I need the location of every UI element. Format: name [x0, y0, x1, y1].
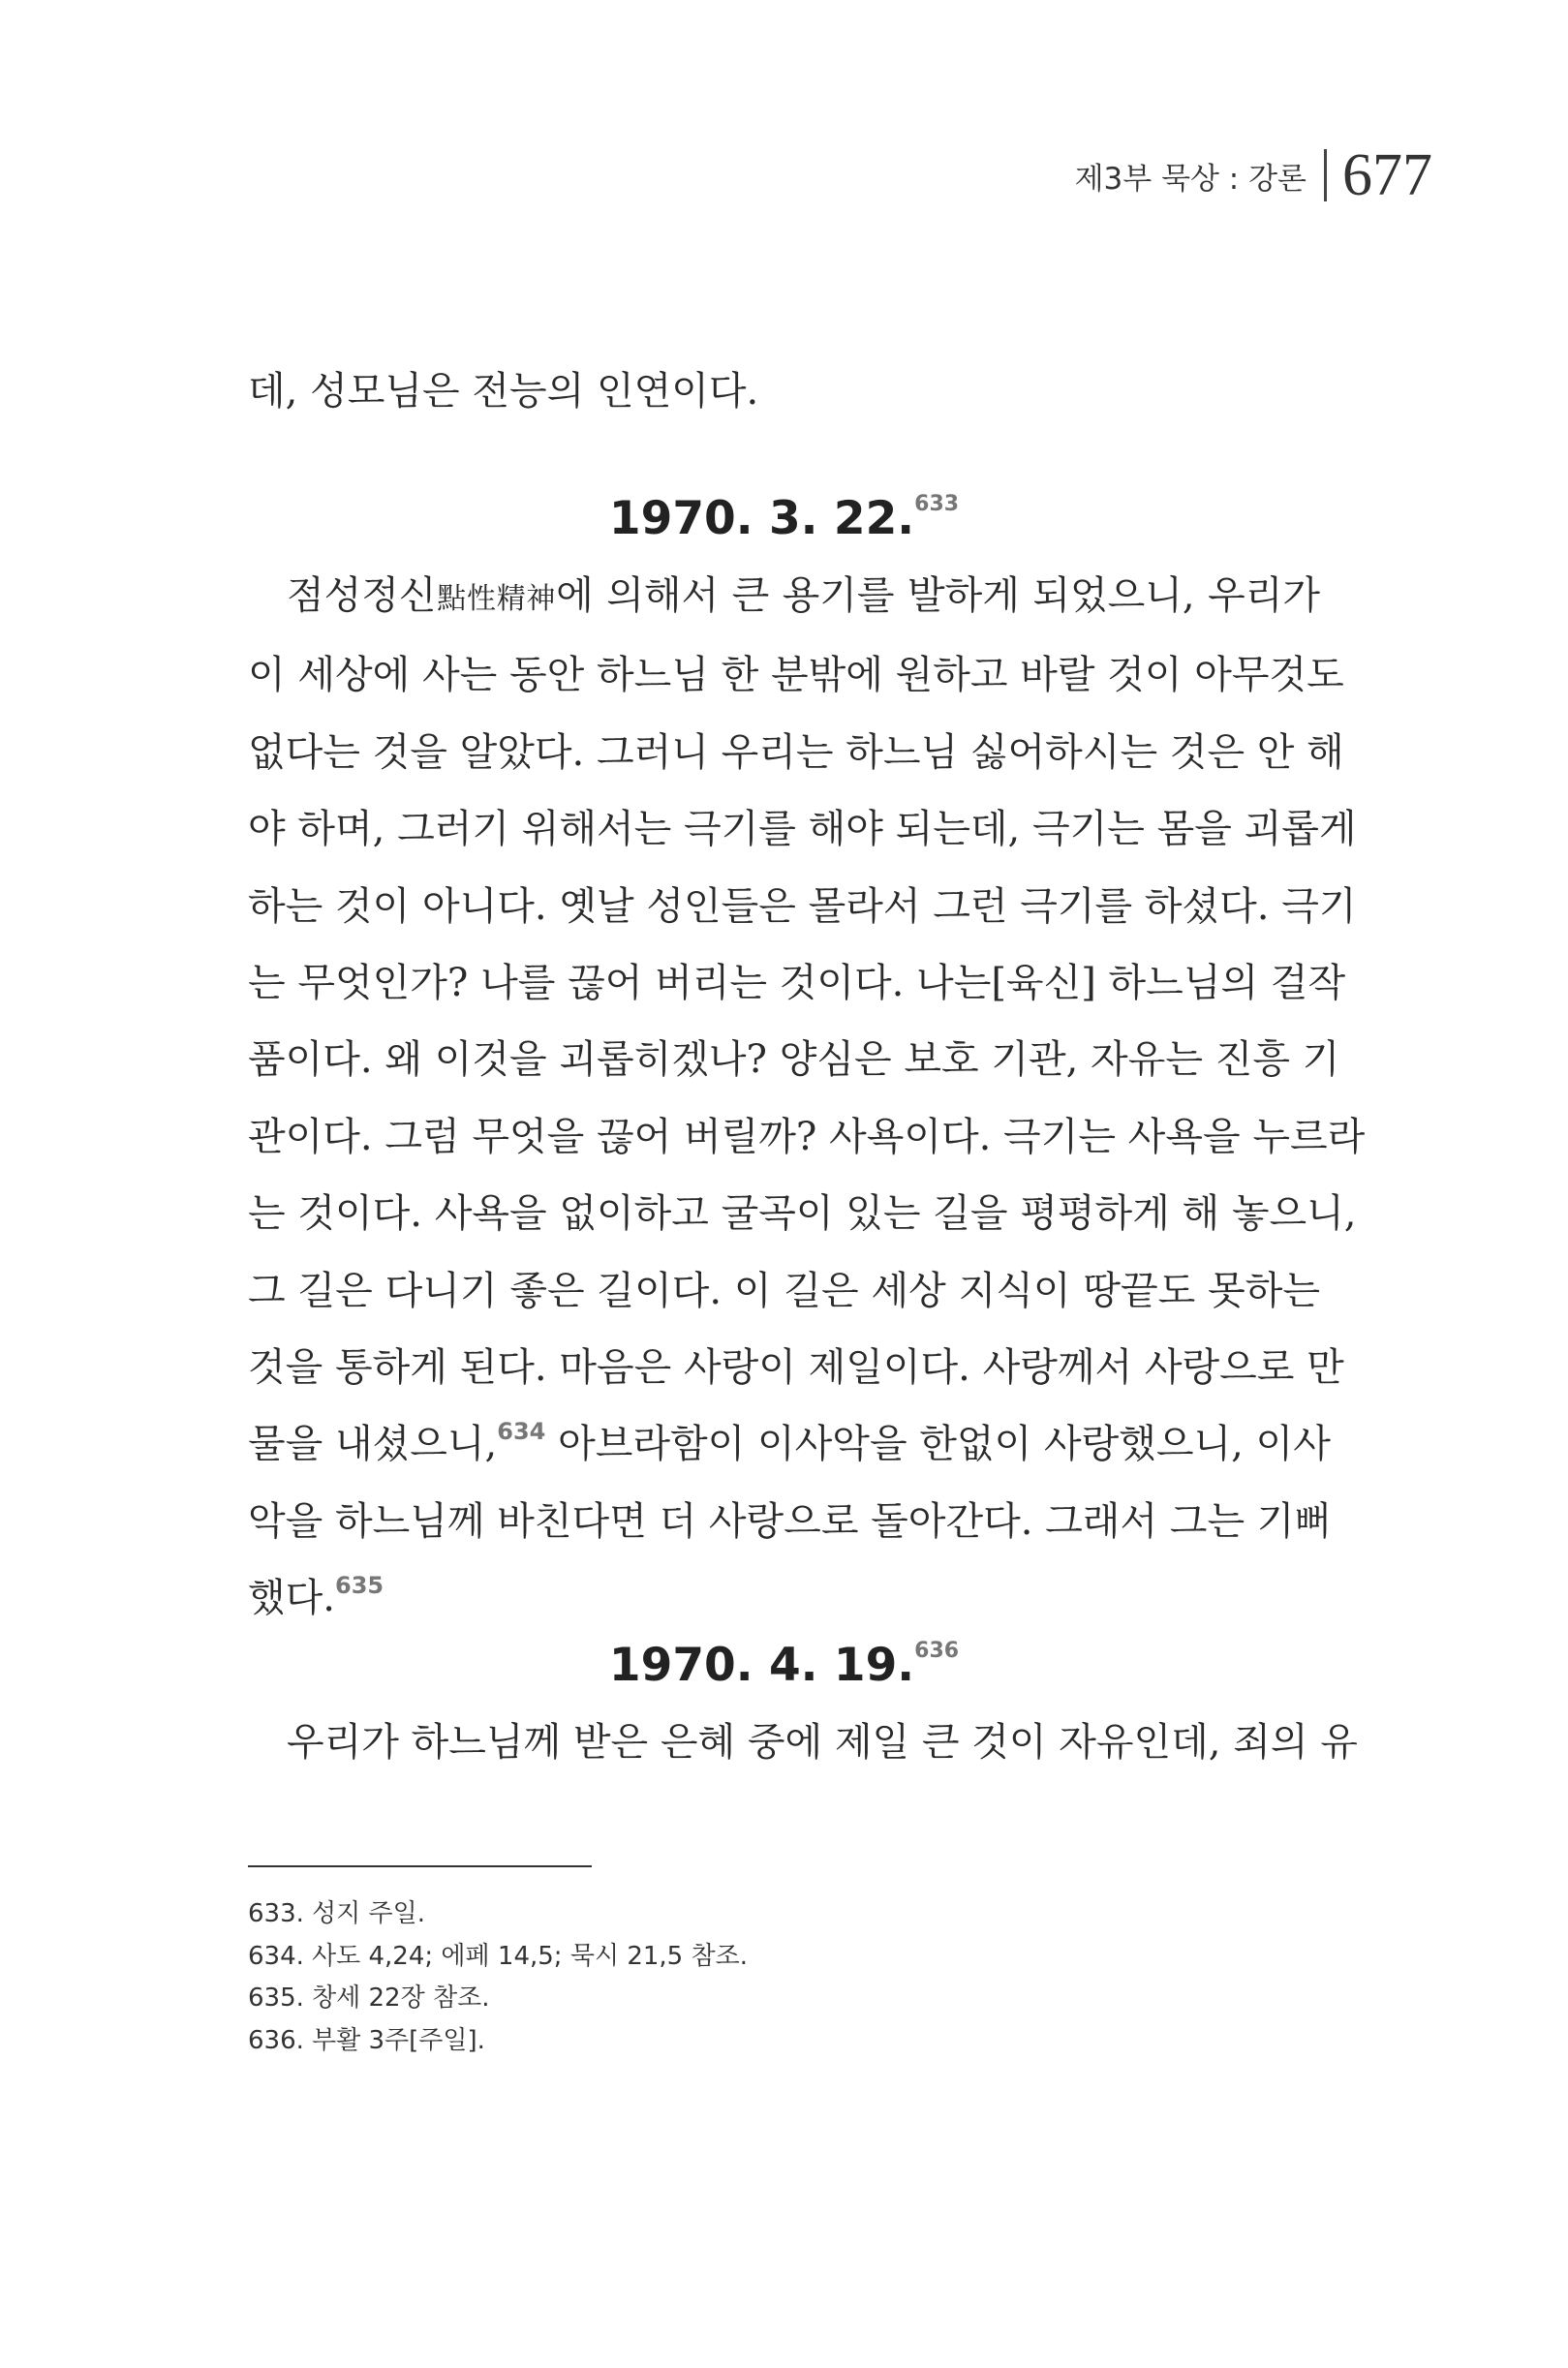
text-line — [248, 558, 1320, 637]
text-line: 관이다. 그럼 무엇을 끊어 버릴까? 사욕이다. 극기는 사욕을 누르라 — [248, 1114, 1366, 1159]
text-line: 그 길은 다니기 좋은 길이다. 이 길은 세상 지식이 땅끝도 못하는 — [248, 1268, 1320, 1313]
text-span: 점성정신 — [287, 573, 437, 618]
text-line: 야 하며, 그러기 위해서는 극기를 해야 되는데, 극기는 몸을 괴롭게 — [248, 807, 1357, 852]
running-head-divider — [1324, 149, 1327, 201]
footnote — [248, 1978, 748, 2020]
hanja-gloss: 點性精神 — [436, 582, 557, 616]
footnote-ref: 636 — [914, 1639, 960, 1663]
text-span: 아브라함이 이사악을 한없이 사랑했으니, 이사 — [545, 1422, 1331, 1467]
text-line — [248, 1560, 1320, 1637]
footnote-number: 634. — [248, 1941, 304, 1971]
footnote-number: 635. — [248, 1984, 304, 2013]
footnote-divider — [248, 1865, 592, 1867]
text-span: 했다. — [248, 1576, 335, 1621]
text-line: 는 것이다. 사욕을 없이하고 굴곡이 있는 길을 평평하게 해 놓으니, — [248, 1191, 1357, 1237]
text-line: 이 세상에 사는 동안 하느님 한 분밖에 원하고 바랄 것이 아무것도 — [248, 653, 1344, 698]
text-line: 데, 성모님은 전능의 인연이다. — [248, 369, 759, 414]
footnote-text: 창세 22장 참조. — [312, 1984, 490, 2013]
entry-date: 1970. 4. 19. — [608, 1639, 915, 1692]
text-line: 것을 통하게 된다. 마음은 사랑이 제일이다. 사랑께서 사랑으로 만 — [248, 1345, 1344, 1391]
text-line: 없다는 것을 알았다. 그러니 우리는 하느님 싫어하시는 것은 안 해 — [248, 729, 1344, 775]
text-line: 악을 하느님께 바친다면 더 사랑으로 돌아간다. 그래서 그는 기뻐 — [248, 1498, 1333, 1544]
footnote-ref: 635 — [335, 1572, 384, 1600]
footnote-ref: 633 — [914, 492, 960, 516]
text-span: 물을 내셨으니, — [248, 1422, 498, 1467]
footnote-text: 부활 3주[주일]. — [312, 2025, 485, 2055]
entry-heading-1 — [0, 492, 1568, 545]
footnote-number: 633. — [248, 1899, 304, 1928]
running-head-section: 제3부 묵상 : 강론 — [1074, 161, 1307, 197]
text-span: 에 의해서 큰 용기를 발하게 되었으니, 우리가 — [556, 573, 1320, 618]
running-head — [1074, 142, 1432, 208]
text-line: 품이다. 왜 이것을 괴롭히겠나? 양심은 보호 기관, 자유는 진흥 기 — [248, 1037, 1340, 1083]
footnote-text: 성지 주일. — [312, 1899, 425, 1928]
footnote — [248, 1893, 748, 1936]
entry-heading-2 — [0, 1639, 1568, 1692]
footnote-ref: 634 — [497, 1418, 546, 1446]
text-line: 는 무엇인가? 나를 끊어 버리는 것이다. 나는[육신] 하느님의 걸작 — [248, 961, 1346, 1006]
footnote-text: 사도 4,24; 에페 14,5; 묵시 21,5 참조. — [312, 1941, 748, 1971]
text-line — [248, 1406, 1331, 1483]
text-line: 우리가 하느님께 받은 은혜 중에 제일 큰 것이 자유인데, 죄의 유 — [287, 1720, 1358, 1765]
footnote — [248, 2020, 748, 2063]
text-line: 하는 것이 아니다. 옛날 성인들은 몰라서 그런 극기를 하셨다. 극기 — [248, 883, 1357, 929]
entry-date: 1970. 3. 22. — [608, 492, 915, 545]
page-number: 677 — [1342, 142, 1432, 208]
footnote — [248, 1936, 748, 1979]
entry-body-1 — [248, 558, 1366, 1638]
footnotes — [248, 1893, 748, 2062]
entry-body-2 — [248, 1705, 1358, 1781]
opening-paragraph — [248, 354, 1320, 430]
footnote-number: 636. — [248, 2025, 304, 2055]
